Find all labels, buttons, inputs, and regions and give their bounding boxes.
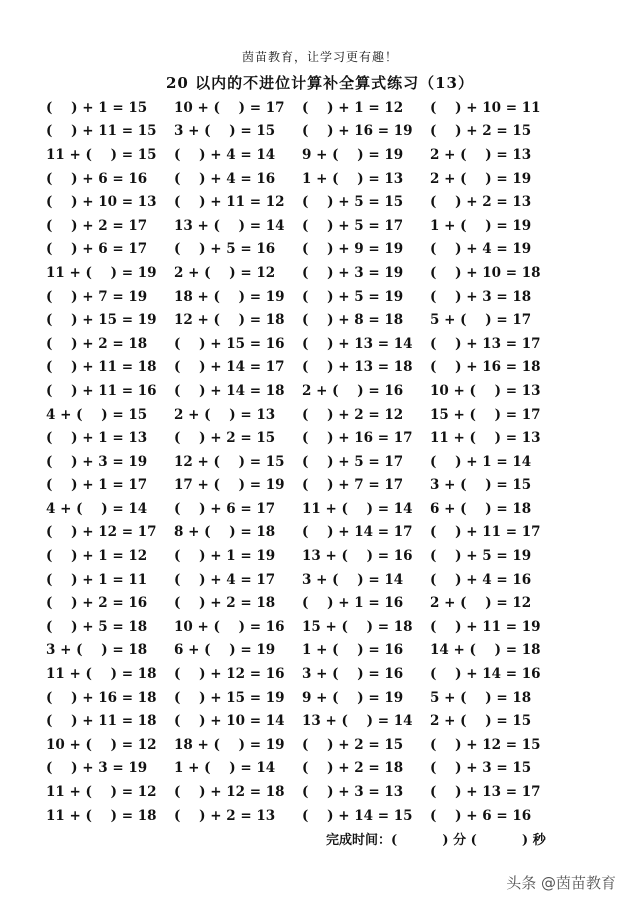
exercise-item: ( ) + 16 = 19: [302, 123, 413, 140]
exercise-item: 3 + ( ) = 15: [174, 123, 276, 140]
exercise-item: 18 + ( ) = 19: [174, 288, 285, 305]
exercise-item: 3 + ( ) = 14: [302, 571, 404, 588]
exercise-item: ( ) + 5 = 15: [302, 194, 404, 211]
exercise-row: [46, 120, 562, 144]
exercise-item: ( ) + 10 = 11: [430, 99, 541, 116]
exercise-item: ( ) + 5 = 19: [302, 288, 404, 305]
exercise-item: 11 + ( ) = 12: [46, 784, 157, 801]
exercise-item: ( ) + 4 = 17: [174, 571, 276, 588]
exercise-item: 17 + ( ) = 19: [174, 477, 285, 494]
exercise-item: 8 + ( ) = 18: [174, 524, 276, 541]
exercise-item: ( ) + 9 = 19: [302, 241, 404, 258]
exercise-item: ( ) + 3 = 19: [46, 760, 148, 777]
exercise-item: ( ) + 15 = 19: [174, 689, 285, 706]
exercise-row: [46, 639, 562, 663]
exercise-item: ( ) + 12 = 16: [174, 666, 285, 683]
exercise-item: ( ) + 6 = 17: [46, 241, 148, 258]
exercise-item: ( ) + 16 = 17: [302, 430, 413, 447]
exercise-item: 6 + ( ) = 18: [430, 500, 532, 517]
exercise-row: [46, 426, 562, 450]
exercise-item: ( ) + 11 = 15: [46, 123, 157, 140]
exercise-row: [46, 497, 562, 521]
exercise-item: ( ) + 6 = 17: [174, 500, 276, 517]
exercise-item: 9 + ( ) = 19: [302, 146, 404, 163]
exercise-item: ( ) + 7 = 17: [302, 477, 404, 494]
exercise-item: ( ) + 2 = 15: [174, 430, 276, 447]
exercise-item: ( ) + 5 = 18: [46, 618, 148, 635]
exercise-item: ( ) + 1 = 11: [46, 571, 148, 588]
exercise-item: ( ) + 6 = 16: [430, 807, 532, 824]
exercise-item: ( ) + 5 = 16: [174, 241, 276, 258]
exercise-item: ( ) + 2 = 13: [174, 807, 276, 824]
exercise-item: 9 + ( ) = 19: [302, 689, 404, 706]
exercise-row: [46, 238, 562, 262]
exercise-row: [46, 308, 562, 332]
exercise-item: ( ) + 3 = 18: [430, 288, 532, 305]
exercise-item: ( ) + 3 = 19: [302, 264, 404, 281]
exercise-item: ( ) + 14 = 15: [302, 807, 413, 824]
exercise-item: ( ) + 1 = 14: [430, 453, 532, 470]
exercise-item: ( ) + 10 = 18: [430, 264, 541, 281]
exercise-row: [46, 521, 562, 545]
exercise-item: 4 + ( ) = 14: [46, 500, 148, 517]
exercise-row: [46, 379, 562, 403]
exercise-row: [46, 544, 562, 568]
exercise-item: 2 + ( ) = 15: [430, 713, 532, 730]
exercise-item: ( ) + 13 = 17: [430, 335, 541, 352]
exercise-item: ( ) + 15 = 19: [46, 312, 157, 329]
exercise-item: ( ) + 2 = 18: [46, 335, 148, 352]
exercise-item: ( ) + 14 = 17: [302, 524, 413, 541]
exercise-row: [46, 733, 562, 757]
exercise-item: ( ) + 10 = 13: [46, 194, 157, 211]
exercise-row: [46, 403, 562, 427]
exercise-item: ( ) + 4 = 16: [430, 571, 532, 588]
exercise-item: 11 + ( ) = 14: [302, 500, 413, 517]
exercise-item: ( ) + 4 = 16: [174, 170, 276, 187]
exercise-item: ( ) + 1 = 15: [46, 99, 148, 116]
exercise-item: ( ) + 1 = 16: [302, 595, 404, 612]
exercise-item: ( ) + 14 = 18: [174, 382, 285, 399]
exercise-item: ( ) + 8 = 18: [302, 312, 404, 329]
exercise-row: [46, 285, 562, 309]
exercise-row: [46, 143, 562, 167]
exercise-row: [46, 615, 562, 639]
exercise-item: ( ) + 2 = 18: [302, 760, 404, 777]
exercise-row: [46, 332, 562, 356]
exercise-item: ( ) + 2 = 13: [430, 194, 532, 211]
exercise-row: [46, 662, 562, 686]
exercise-item: ( ) + 14 = 16: [430, 666, 541, 683]
exercise-item: ( ) + 5 = 17: [302, 217, 404, 234]
exercise-item: 2 + ( ) = 13: [174, 406, 276, 423]
exercise-item: 6 + ( ) = 19: [174, 642, 276, 659]
exercise-item: ( ) + 1 = 19: [174, 548, 276, 565]
exercise-item: 11 + ( ) = 18: [46, 666, 157, 683]
exercise-item: ( ) + 7 = 19: [46, 288, 148, 305]
exercise-item: 1 + ( ) = 16: [302, 642, 404, 659]
exercise-item: ( ) + 12 = 15: [430, 736, 541, 753]
exercise-item: 13 + ( ) = 14: [174, 217, 285, 234]
exercise-item: 1 + ( ) = 19: [430, 217, 532, 234]
exercise-item: ( ) + 15 = 16: [174, 335, 285, 352]
exercise-item: 10 + ( ) = 17: [174, 99, 285, 116]
exercise-item: 2 + ( ) = 13: [430, 146, 532, 163]
exercise-item: ( ) + 6 = 16: [46, 170, 148, 187]
exercise-item: ( ) + 3 = 15: [430, 760, 532, 777]
exercise-item: ( ) + 1 = 17: [46, 477, 148, 494]
exercise-item: ( ) + 13 = 14: [302, 335, 413, 352]
exercise-item: 14 + ( ) = 18: [430, 642, 541, 659]
exercise-item: ( ) + 12 = 17: [46, 524, 157, 541]
exercise-item: 15 + ( ) = 18: [302, 618, 413, 635]
exercise-item: 15 + ( ) = 17: [430, 406, 541, 423]
exercise-item: 5 + ( ) = 17: [430, 312, 532, 329]
exercise-item: ( ) + 13 = 17: [430, 784, 541, 801]
exercise-item: 10 + ( ) = 13: [430, 382, 541, 399]
exercise-item: ( ) + 11 = 18: [46, 359, 157, 376]
exercise-item: ( ) + 12 = 18: [174, 784, 285, 801]
exercise-item: 1 + ( ) = 13: [302, 170, 404, 187]
exercise-row: [46, 474, 562, 498]
exercise-row: [46, 591, 562, 615]
exercise-item: ( ) + 10 = 14: [174, 713, 285, 730]
exercise-item: 11 + ( ) = 13: [430, 430, 541, 447]
exercise-item: ( ) + 14 = 17: [174, 359, 285, 376]
exercise-item: 3 + ( ) = 18: [46, 642, 148, 659]
exercise-item: ( ) + 11 = 12: [174, 194, 285, 211]
exercise-row: [46, 214, 562, 238]
exercise-row: [46, 757, 562, 781]
exercise-row: [46, 568, 562, 592]
exercise-item: 12 + ( ) = 15: [174, 453, 285, 470]
exercise-item: 13 + ( ) = 14: [302, 713, 413, 730]
exercise-row: [46, 709, 562, 733]
exercise-item: ( ) + 1 = 12: [46, 548, 148, 565]
exercise-item: ( ) + 2 = 17: [46, 217, 148, 234]
exercise-row: [46, 780, 562, 804]
exercise-item: ( ) + 3 = 19: [46, 453, 148, 470]
exercise-item: ( ) + 2 = 12: [302, 406, 404, 423]
exercise-item: 11 + ( ) = 18: [46, 807, 157, 824]
completion-time: 完成时间：( ) 分 ( ) 秒: [326, 833, 546, 848]
exercise-item: 2 + ( ) = 12: [174, 264, 276, 281]
exercise-item: 3 + ( ) = 16: [302, 666, 404, 683]
exercise-item: ( ) + 16 = 18: [46, 689, 157, 706]
exercise-row: [46, 261, 562, 285]
exercise-row: [46, 686, 562, 710]
exercise-item: ( ) + 4 = 19: [430, 241, 532, 258]
watermark: 头条 @茵苗教育: [506, 874, 616, 892]
exercise-row: [46, 167, 562, 191]
page-header: 茵苗教育，让学习更有趣！: [241, 50, 398, 64]
exercise-item: 13 + ( ) = 16: [302, 548, 413, 565]
exercise-item: ( ) + 11 = 19: [430, 618, 541, 635]
page-title: 20 以内的不进位计算补全算式练习（13）: [166, 74, 474, 92]
exercise-item: ( ) + 5 = 17: [302, 453, 404, 470]
exercise-item: 1 + ( ) = 14: [174, 760, 276, 777]
exercise-row: [46, 190, 562, 214]
exercise-item: 2 + ( ) = 19: [430, 170, 532, 187]
exercise-item: 3 + ( ) = 15: [430, 477, 532, 494]
exercise-item: 4 + ( ) = 15: [46, 406, 148, 423]
exercise-item: 11 + ( ) = 15: [46, 146, 157, 163]
exercise-item: ( ) + 2 = 18: [174, 595, 276, 612]
exercise-row: [46, 804, 562, 828]
exercise-item: ( ) + 2 = 15: [430, 123, 532, 140]
exercise-row: [46, 96, 562, 120]
exercise-row: [46, 450, 562, 474]
exercise-item: 10 + ( ) = 16: [174, 618, 285, 635]
exercise-item: 10 + ( ) = 12: [46, 736, 157, 753]
exercise-item: ( ) + 11 = 16: [46, 382, 157, 399]
exercise-item: 12 + ( ) = 18: [174, 312, 285, 329]
exercise-item: ( ) + 5 = 19: [430, 548, 532, 565]
exercise-item: ( ) + 4 = 14: [174, 146, 276, 163]
exercise-item: ( ) + 1 = 13: [46, 430, 148, 447]
exercise-item: 2 + ( ) = 16: [302, 382, 404, 399]
exercise-item: ( ) + 1 = 12: [302, 99, 404, 116]
exercise-item: ( ) + 11 = 18: [46, 713, 157, 730]
exercise-row: [46, 356, 562, 380]
exercise-item: 5 + ( ) = 18: [430, 689, 532, 706]
exercise-item: 11 + ( ) = 19: [46, 264, 157, 281]
exercise-item: 2 + ( ) = 12: [430, 595, 532, 612]
exercise-item: ( ) + 11 = 17: [430, 524, 541, 541]
exercise-item: ( ) + 13 = 18: [302, 359, 413, 376]
exercise-item: ( ) + 2 = 16: [46, 595, 148, 612]
exercise-item: ( ) + 3 = 13: [302, 784, 404, 801]
exercise-item: 18 + ( ) = 19: [174, 736, 285, 753]
exercise-item: ( ) + 2 = 15: [302, 736, 404, 753]
exercise-item: ( ) + 16 = 18: [430, 359, 541, 376]
exercise-grid: [46, 96, 562, 827]
